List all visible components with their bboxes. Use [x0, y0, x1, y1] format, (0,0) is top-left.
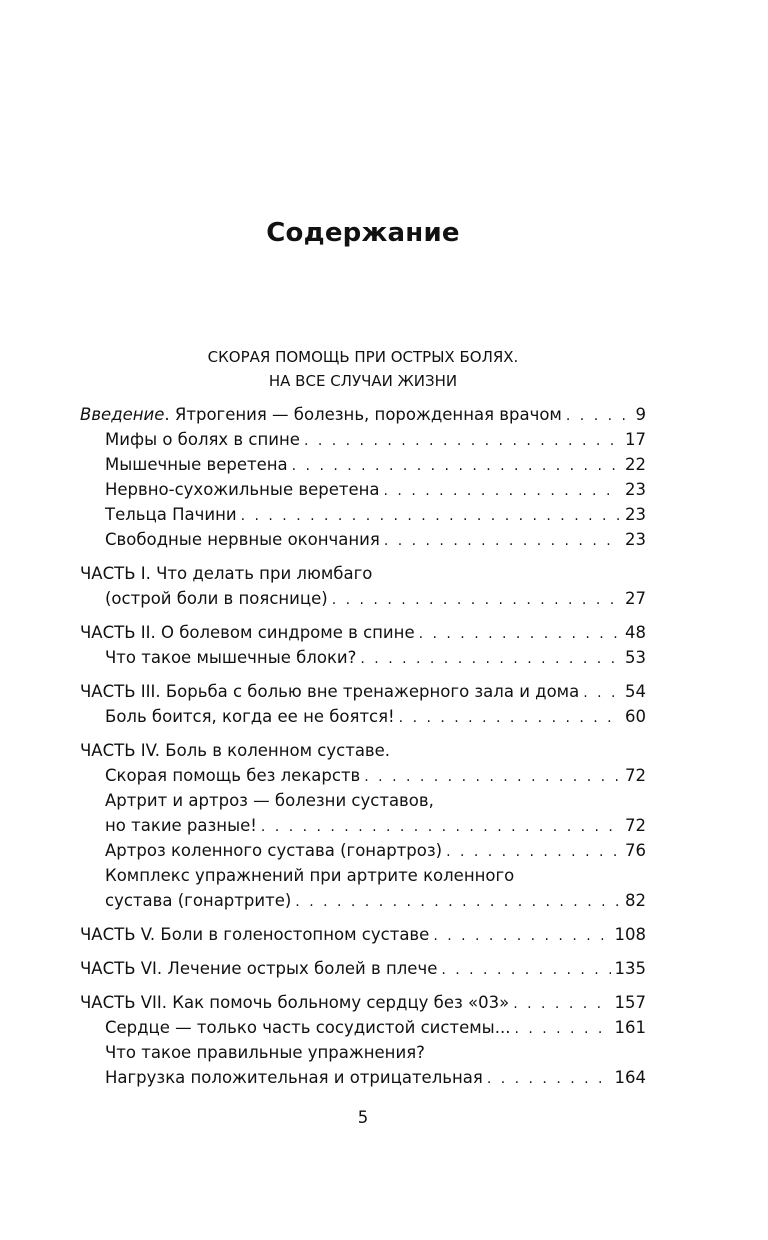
dot-leader: [295, 890, 621, 915]
dot-leader: [514, 1017, 610, 1042]
toc-entry-label: ЧАСТЬ IV. Боль в коленном суставе.: [80, 741, 391, 760]
toc-entry-label: Тельца Пачини: [105, 505, 237, 524]
toc-entry[interactable]: [80, 527, 646, 552]
toc-entry-line-1[interactable]: [80, 788, 646, 813]
dot-leader: [487, 1067, 611, 1092]
page-ref: 22: [625, 455, 646, 474]
page-ref: 9: [635, 405, 646, 424]
page-ref: 54: [625, 682, 646, 701]
dot-leader: [384, 479, 621, 504]
page-ref: 23: [625, 480, 646, 499]
page-ref: 157: [614, 993, 646, 1012]
toc-entry-part-1-line-1[interactable]: [80, 561, 646, 586]
toc-entry-label: Боль боится, когда ее не боятся!: [105, 707, 395, 726]
toc-entry[interactable]: [80, 763, 646, 788]
toc-entry-part-3[interactable]: [80, 679, 646, 704]
toc-entry[interactable]: [80, 645, 646, 670]
dot-leader: [384, 529, 621, 554]
toc-entry[interactable]: [80, 838, 646, 863]
toc-entry-label: Артрит и артроз — болезни суставов,: [105, 791, 434, 810]
part-header-line-1: СКОРАЯ ПОМОЩЬ ПРИ ОСТРЫХ БОЛЯХ.: [207, 348, 519, 366]
page-ref: 135: [614, 959, 646, 978]
toc-entry-part-2[interactable]: [80, 620, 646, 645]
toc-entry-label: ЧАСТЬ III. Борьба с болью вне тренажерного зала и дома: [80, 682, 580, 701]
dot-leader: [304, 429, 621, 454]
table-of-contents: [80, 402, 646, 1090]
dot-leader: [433, 924, 610, 949]
toc-entry-intro-italic: Введение: [80, 405, 165, 424]
toc-entry-intro-label: . Ятрогения — болезнь, порожденная врачом: [164, 405, 562, 424]
toc-entry-line-2[interactable]: [80, 813, 646, 838]
dot-leader: [446, 840, 621, 865]
page-ref: 72: [625, 766, 646, 785]
page-ref: 161: [614, 1018, 646, 1037]
page-number: 5: [357, 1108, 369, 1127]
toc-entry-label: Сердце — только часть сосудистой системы...: [105, 1018, 511, 1037]
toc-entry-label: ЧАСТЬ V. Боли в голеностопном суставе: [80, 925, 430, 944]
toc-entry-label: но такие разные!: [105, 816, 257, 835]
toc-entry-part-4[interactable]: [80, 738, 646, 763]
toc-entry[interactable]: [80, 477, 646, 502]
dot-leader: [261, 815, 621, 840]
toc-entry-label: Нагрузка положительная и отрицательная: [105, 1068, 483, 1087]
dot-leader: [360, 647, 621, 672]
dot-leader: [364, 765, 621, 790]
page-ref: 53: [625, 648, 646, 667]
page-ref: 23: [625, 505, 646, 524]
toc-entry[interactable]: [80, 1015, 646, 1040]
part-header: [0, 345, 726, 393]
toc-entry-label: Свободные нервные окончания: [105, 530, 380, 549]
page-ref: 17: [625, 430, 646, 449]
toc-entry[interactable]: [80, 1065, 646, 1090]
page-ref: 27: [625, 589, 646, 608]
toc-entry-intro[interactable]: [80, 402, 646, 427]
toc-entry-label: сустава (гонартрите): [105, 891, 292, 910]
dot-leader: [583, 681, 621, 706]
toc-entry[interactable]: [80, 427, 646, 452]
toc-entry-label: ЧАСТЬ I. Что делать при люмбаго: [80, 564, 373, 583]
page-ref: 23: [625, 530, 646, 549]
page-ref: 48: [625, 623, 646, 642]
dot-leader: [399, 706, 621, 731]
dot-leader: [332, 588, 621, 613]
dot-leader: [513, 992, 610, 1017]
toc-entry-label: (острой боли в пояснице): [105, 589, 328, 608]
page-title: Содержание: [266, 218, 460, 248]
dot-leader: [566, 404, 632, 429]
toc-entry-part-1-line-2[interactable]: [80, 586, 646, 611]
toc-entry-label: Мифы о болях в спине: [105, 430, 300, 449]
dot-leader: [441, 958, 610, 983]
page-ref: 72: [625, 816, 646, 835]
page-ref: 108: [614, 925, 646, 944]
toc-entry-label: Мышечные веретена: [105, 455, 288, 474]
toc-entry-label: Скорая помощь без лекарств: [105, 766, 361, 785]
toc-entry[interactable]: [80, 704, 646, 729]
page-ref: 164: [614, 1068, 646, 1087]
toc-entry-label: Артроз коленного сустава (гонартроз): [105, 841, 443, 860]
toc-entry-label: ЧАСТЬ II. О болевом синдроме в спине: [80, 623, 415, 642]
toc-entry-label: Нервно-сухожильные веретена: [105, 480, 380, 499]
part-header-line-2: НА ВСЕ СЛУЧАИ ЖИЗНИ: [268, 372, 458, 390]
toc-entry-label: Что такое мышечные блоки?: [105, 648, 357, 667]
dot-leader: [241, 504, 621, 529]
toc-entry-line-1[interactable]: [80, 863, 646, 888]
toc-entry-label: Что такое правильные упражнения?: [105, 1043, 425, 1062]
toc-entry-line-2[interactable]: [80, 888, 646, 913]
toc-entry-part-5[interactable]: [80, 922, 646, 947]
toc-entry[interactable]: [80, 502, 646, 527]
page-ref: 76: [625, 841, 646, 860]
toc-entry-part-7[interactable]: [80, 990, 646, 1015]
dot-leader: [419, 622, 621, 647]
toc-entry-label: ЧАСТЬ VII. Как помочь больному сердцу без «03»: [80, 993, 510, 1012]
page-ref: 60: [625, 707, 646, 726]
page-ref: 82: [625, 891, 646, 910]
toc-entry-part-6[interactable]: [80, 956, 646, 981]
toc-entry-label: Комплекс упражнений при артрите коленного: [105, 866, 515, 885]
toc-entry[interactable]: [80, 452, 646, 477]
toc-entry[interactable]: [80, 1040, 646, 1065]
toc-entry-label: ЧАСТЬ VI. Лечение острых болей в плече: [80, 959, 438, 978]
dot-leader: [292, 454, 621, 479]
